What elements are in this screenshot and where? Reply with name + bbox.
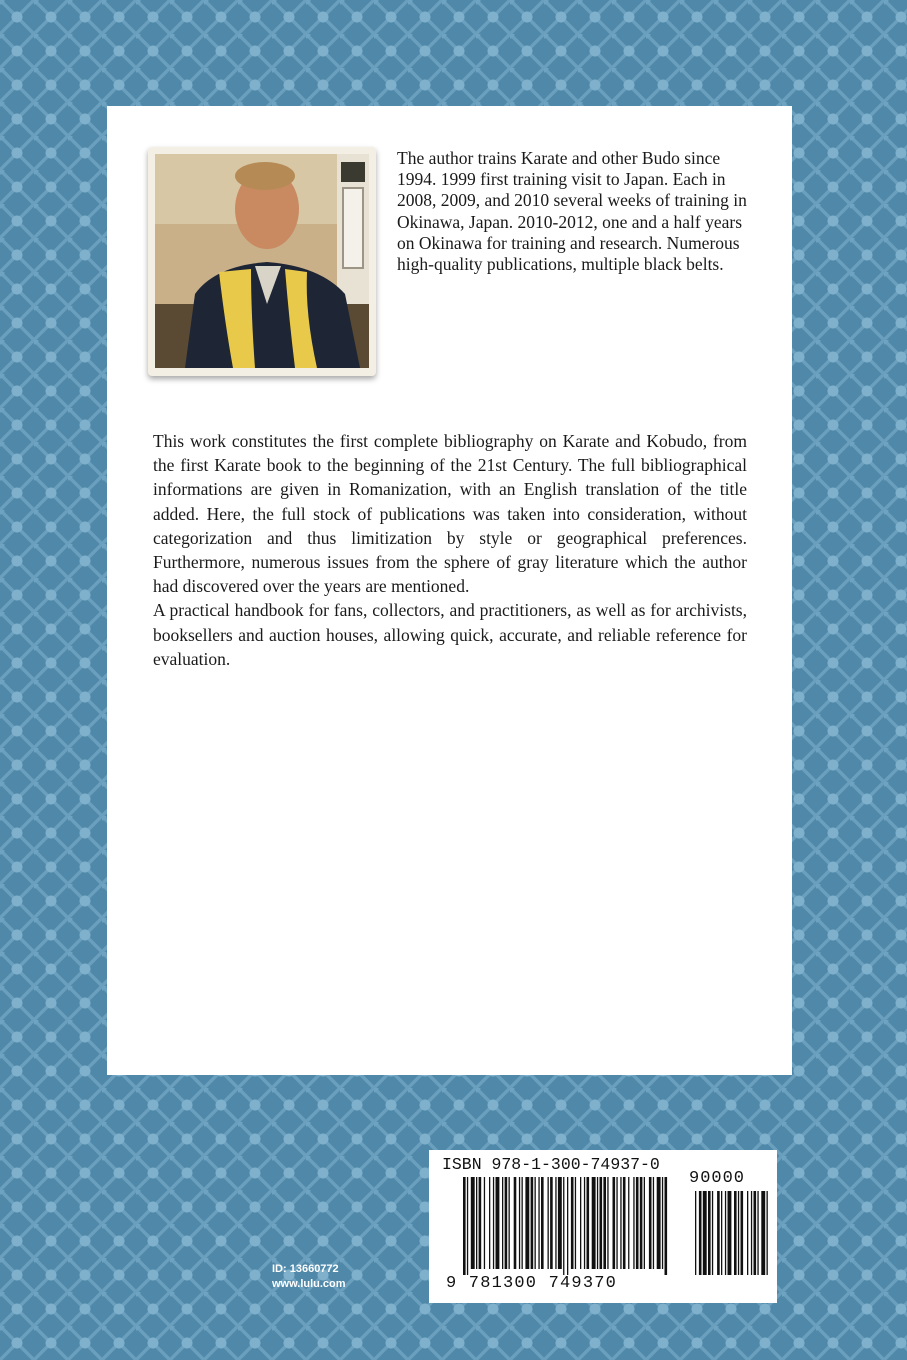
- isbn-barcode: [429, 1150, 777, 1303]
- isbn-text: ISBN 978-1-300-74937-0: [442, 1155, 660, 1174]
- publisher-url: www.lulu.com: [272, 1278, 346, 1290]
- publisher-info: [272, 1262, 382, 1292]
- publisher-id: ID: 13660772: [272, 1263, 339, 1275]
- barcode-ean-digits: 9 781300 749370: [446, 1274, 618, 1293]
- book-description: [153, 429, 747, 671]
- back-cover-panel: [107, 106, 792, 1075]
- author-photo: [155, 154, 369, 368]
- author-photo-frame: [148, 147, 376, 376]
- barcode-addon-digits: 90000: [689, 1169, 746, 1188]
- description-paragraph: A practical handbook for fans, collectors, and practitioners, as well as for archivists, booksellers and auction houses, allowing quick, accurate, and reliable reference for evaluation.: [153, 600, 747, 669]
- barcode-bars: [461, 1177, 773, 1275]
- author-bio: The author trains Karate and other Budo since 1994. 1999 first training visit to Japan. Each in 2008, 2009, and 2010 several weeks of training in Okinawa, Japan. 2010-2012, one and a half years on Okinawa for training and research. Numerous high-quality publications, multiple black belts.: [397, 148, 747, 275]
- description-paragraph: This work constitutes the first complete bibliography on Karate and Kobudo, from the first Karate book to the beginning of the 21st Century. The full bibliographical informations are given in Romanization, with an English translation of the title added. Here, the full stock of publications was taken into consideration, without categorization and thus limitization by style or geographical preferences. Furthermore, numerous issues from the sphere of gray literature which the author had discovered over the years are mentioned.: [153, 431, 747, 597]
